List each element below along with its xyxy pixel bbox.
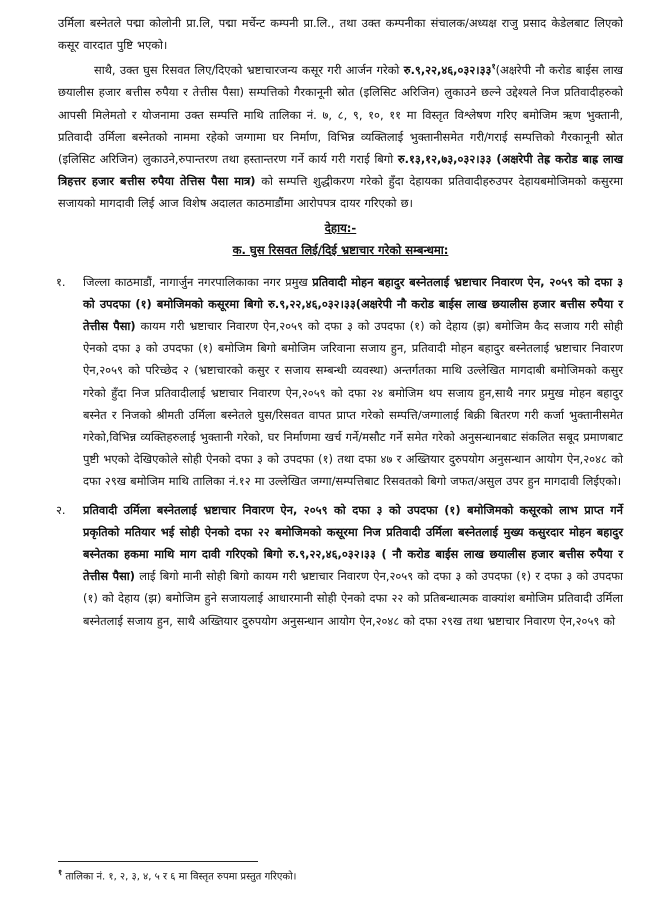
charge-item-2 <box>56 499 623 632</box>
summary-text-a: साथै, उक्त घुस रिसवत लिए/दिएको भ्रष्टाचारजन्य कसूर गरी आर्जन गरेको <box>94 63 400 78</box>
item-2-text <box>83 499 623 632</box>
intro-paragraph: उर्मिला बस्नेतले पद्मा कोलोनी प्रा.लि, पद्मा मर्चेन्ट कम्पनी प्रा.लि., तथा उक्त कम्पनीका संचालक/अध्यक्ष राजु प्रसाद केडेलबाट लिएको कसूर वारदात पुष्टि भएको। <box>58 16 623 53</box>
footnote-mark: १ <box>58 868 63 877</box>
footnote-text: तालिका नं. १, २, ३, ४, ५ र ६ मा विस्तृत रुपमा प्रस्तुत गरिएको। <box>65 871 297 883</box>
summary-amount-words: (अक्षरेपी नौ करोड बाईस लाख छयालीस हजार बत्तीस रुपैया र तेत्तीस पैसा) <box>58 63 623 100</box>
summary-text-c: को सम्पत्ति शुद्धीकरण गरेको हुँदा देहायका प्रतिवादीहरुउपर देहायबमोजिमको कसुरमा सजायको मागदावी लिई आज विशेष अदालत काठमाडौंमा आरोपपत्र दायर गरिएको छ। <box>58 174 623 211</box>
item-number: १. <box>56 274 66 289</box>
item-1-text-a: जिल्ला काठमाडौं, नागार्जुन नगरपालिकाका नगर प्रमुख <box>83 274 308 289</box>
section-heading: देहाय:- <box>324 220 357 235</box>
item-1-text-b: कायम गरी भ्रष्टाचार निवारण ऐन,२०५९ को दफा ३ को उपदफा (१) को देहाय (झ) बमोजिम कैद सजाय गरी सोही ऐनको दफा ३ को उपदफा (१) बमोजिम बिगो बमोजिम जरिवाना सजाय हुन, प्रतिवादी मोहन बहादुर बस्नेतलाई भ्रष्टाचार निवारण ऐन,२०५९ को परिच्छेद २ (भ्रष्टाचारको कसुर र सजाय सम्बन्धी व्यवस्था) अन्तर्गतका माथि उल्लेखित मागदाबी बमोजिमको कसुर गरेको हुँदा निज प्रतिवादीलाई भ्रष्टाचार निवारण ऐन,२०५९ को दफा २४ बमोजिम थप सजाय हुन,साथै नगर प्रमुख मोहन बहादुर बस्नेत र निजको श्रीमती उर्मिला बस्नेतले घुस/रिसवत वापत प्राप्त गरेको सम्पत्ति/जग्गालाई बिक्री बितरण गरी कर्जा भुक्तानीसमेत गरेको,विभिन्न व्यक्तिहरुलाई भुक्तानी गरेको, घर निर्माणमा खर्च गर्ने/मसौट गर्ने समेत गरेको अनुसन्धानबाट संकलित सबूद प्रमाणबाट पुष्टी भएको देखिएकोले सोही ऐनको दफा ३ को उपदफा (१) तथा दफा ४७ र अख्तियार दुरुपयोग अनुसन्धान आयोग ऐन,२०४८ को दफा २९ख बमोजिम माथि तालिका नं.१२ मा उल्लेखित जग्गा/सम्पत्तिबाट रिसवतको बिगो जफत/असुल उपर हुन मागदावी लिईएको। <box>83 319 623 489</box>
footnote <box>58 866 296 884</box>
summary-amount-total: रु.१३,१२,७३,०३२।३३ (अक्षरेपी तेह्र करोड बाह्र लाख त्रिहत्तर हजार बत्तीस रुपैया तेत्तिस पैसा मात्र) <box>58 152 624 189</box>
summary-text-b: सम्पत्तिको गैरकानूनी स्रोत (इलिसिट अरिजिन) लुकाउने छल्ने उद्देश्यले निज प्रतिवादीहरुको आपसी मिलेमतो र योजनामा उक्त सम्पत्ति माथि तालिका नं. ७, ८, ९, १०, ११ मा विस्तृत विश्लेषण गरिए बमोजिम ऋण भुक्तानी, प्रतिवादी उर्मिला बस्नेतको नाममा रहेको जग्गामा घर निर्माण, विभिन्न व्यक्तिलाई भुक्तानीसमेत गरी/गराई सम्पत्तिको गैरकानूनी स्रोत (इलिसिट अरिजिन) लुकाउने,रुपान्तरण तथा हस्तान्तरण गर्ने कार्य गरी गराई बिगो <box>58 85 623 167</box>
item-1-text <box>83 271 623 493</box>
item-1-bold: प्रतिवादी मोहन बहादुर बस्नेतलाई भ्रष्टाचार निवारण ऐन, २०५९ को दफा ३ को उपदफा (१) बमोजिमको कसूरमा बिगो रु.९,२२,४६,०३२।३३(अक्षरेपी नौ करोड बाईस लाख छयालीस हजार बत्तीस रुपैया र तेत्तीस पैसा) <box>83 274 624 334</box>
footnote-ref: १ <box>491 62 496 72</box>
section-subheading: क. घुस रिसवत लिई/दिई भ्रष्टाचार गरेको सम्बन्धमा: <box>232 242 449 257</box>
summary-amount: रु.९,२२,४६,०३२।३३ <box>403 63 492 78</box>
footnote-divider <box>58 861 258 862</box>
item-2-text-b: लाई बिगो मानी सोही बिगो कायम गरी भ्रष्टाचार निवारण ऐन,२०५९ को दफा ३ को उपदफा (१) र दफा ३ को उपदफा (१) को देहाय (झ) बमोजिम हुने सजायलाई आधारमानी सोही ऐनको दफा २२ को प्रतिबन्धात्मक वाक्यांश बमोजिम प्रतिवादी उर्मिला बस्नेतलाई सजाय हुन, साथै अख्तियार दुरुपयोग अनुसन्धान आयोग ऐन,२०४८ को दफा २९ख तथा भ्रष्टाचार निवारण ऐन,२०५९ को <box>83 569 623 628</box>
summary-paragraph <box>58 56 623 214</box>
charge-item-1 <box>56 271 623 493</box>
item-number: २. <box>56 502 66 517</box>
item-2-bold: प्रतिवादी उर्मिला बस्नेतलाई भ्रष्टाचार निवारण ऐन, २०५९ को दफा ३ को उपदफा (१) बमोजिमको कसूरको लाभ प्राप्त गर्ने प्रकृतिको मतियार भई सोही ऐनको दफा २२ बमोजिमको कसूरमा निज प्रतिवादी उर्मिला बस्नेतलाई मुख्य कसुरदार मोहन बहादुर बस्नेतका हकमा माथि माग दावी गरिएको बिगो रु.९,२२,४६,०३२।३३ ( नौ करोड बाईस लाख छयालीस हजार बत्तीस रुपैया र तेत्तीस पैसा) <box>83 502 623 584</box>
